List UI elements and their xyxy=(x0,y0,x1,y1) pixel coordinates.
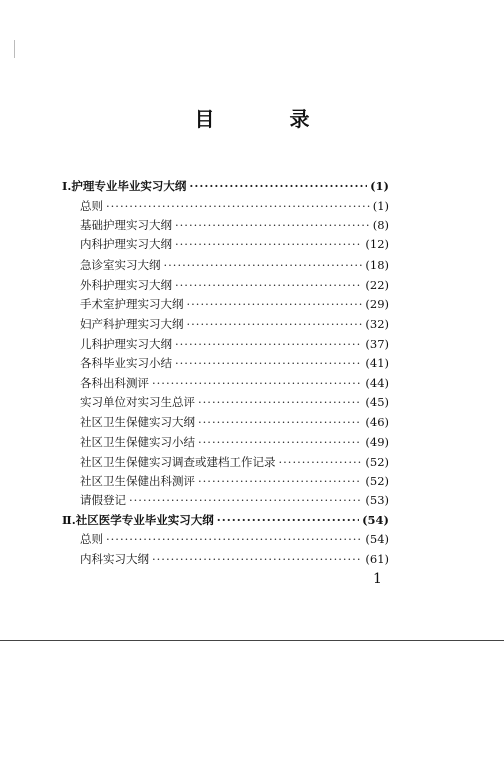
page-ref: (22) xyxy=(365,278,389,292)
dot-leader xyxy=(279,453,363,472)
page-ref: (46) xyxy=(365,415,389,429)
bottom-rule xyxy=(0,640,504,641)
entry-title: 基础护理实习大纲 xyxy=(80,218,172,232)
page-ref: (32) xyxy=(365,317,389,331)
entry-title: 儿科护理实习大纲 xyxy=(80,337,172,351)
dot-leader xyxy=(189,177,367,196)
page-ref: (52) xyxy=(365,455,389,469)
entry-title: 请假登记 xyxy=(80,493,126,507)
entry-title: 各科出科测评 xyxy=(80,376,149,390)
page-ref: (41) xyxy=(365,356,389,370)
dot-leader xyxy=(198,433,362,452)
entry-title: 实习单位对实习生总评 xyxy=(80,395,195,409)
toc-entry[interactable] xyxy=(80,256,389,275)
page-ref: (12) xyxy=(365,237,389,251)
dot-leader xyxy=(217,511,359,530)
page-ref: (29) xyxy=(365,297,389,311)
dot-leader xyxy=(198,472,362,491)
page-ref: (61) xyxy=(365,552,389,566)
page-ref: (49) xyxy=(365,435,389,449)
page-ref: (8) xyxy=(372,218,389,232)
page-ref: (44) xyxy=(365,376,389,390)
toc-entry[interactable] xyxy=(80,550,389,569)
toc-entry[interactable] xyxy=(80,472,389,491)
page-ref: (1) xyxy=(370,179,389,193)
page-ref: (45) xyxy=(365,395,389,409)
entry-title: 社区卫生保健实习大纲 xyxy=(80,415,195,429)
toc-entry[interactable] xyxy=(80,413,389,432)
toc-entry[interactable] xyxy=(80,295,389,314)
section-number: Ⅱ. xyxy=(62,513,76,527)
section-title: 社区医学专业毕业实习大纲 xyxy=(75,513,214,527)
toc-section-2[interactable] xyxy=(62,511,389,530)
toc-entry[interactable] xyxy=(80,197,389,216)
toc-entry[interactable] xyxy=(80,453,389,472)
page-ref: (54) xyxy=(362,513,389,527)
entry-title: 社区卫生保健出科测评 xyxy=(80,474,195,488)
toc-entry[interactable] xyxy=(80,315,389,334)
entry-title: 内科护理实习大纲 xyxy=(80,237,172,251)
toc-entry[interactable] xyxy=(80,433,389,452)
entry-title: 妇产科护理实习大纲 xyxy=(80,317,184,331)
toc-entry[interactable] xyxy=(80,374,389,393)
toc-entry[interactable] xyxy=(80,335,389,354)
page-ref: (1) xyxy=(372,199,389,213)
page-ref: (18) xyxy=(365,258,389,272)
page-title: 目 录 xyxy=(194,107,344,131)
toc-entry[interactable] xyxy=(80,276,389,295)
dot-leader xyxy=(175,354,362,373)
toc-entry[interactable] xyxy=(80,235,389,254)
page-ref: (52) xyxy=(365,474,389,488)
dot-leader xyxy=(106,530,362,549)
entry-title: 手术室护理实习大纲 xyxy=(80,297,184,311)
dot-leader xyxy=(187,295,363,314)
dot-leader xyxy=(164,256,363,275)
page-ref: (37) xyxy=(365,337,389,351)
dot-leader xyxy=(152,550,362,569)
dot-leader xyxy=(198,413,362,432)
scan-mark xyxy=(14,40,15,58)
entry-title: 总则 xyxy=(80,199,103,213)
toc-entry[interactable] xyxy=(80,393,389,412)
page-ref: (53) xyxy=(365,493,389,507)
dot-leader xyxy=(129,491,362,510)
entry-title: 社区卫生保健实习调查或建档工作记录 xyxy=(80,455,276,469)
entry-title: 外科护理实习大纲 xyxy=(80,278,172,292)
dot-leader xyxy=(152,374,362,393)
entry-title: 总则 xyxy=(80,532,103,546)
section-number: Ⅰ. xyxy=(62,179,72,193)
dot-leader xyxy=(187,315,363,334)
page-ref: (54) xyxy=(365,532,389,546)
dot-leader xyxy=(198,393,362,412)
toc-entry[interactable] xyxy=(80,530,389,549)
toc-section-1[interactable] xyxy=(62,177,389,196)
toc-entry[interactable] xyxy=(80,354,389,373)
dot-leader xyxy=(175,235,362,254)
entry-title: 社区卫生保健实习小结 xyxy=(80,435,195,449)
section-title: 护理专业毕业实习大纲 xyxy=(71,179,187,193)
dot-leader xyxy=(175,216,370,235)
page-number: 1 xyxy=(373,571,382,587)
dot-leader xyxy=(175,276,362,295)
dot-leader xyxy=(106,197,370,216)
dot-leader xyxy=(175,335,362,354)
entry-title: 各科毕业实习小结 xyxy=(80,356,172,370)
entry-title: 急诊室实习大纲 xyxy=(80,258,161,272)
entry-title: 内科实习大纲 xyxy=(80,552,149,566)
toc-entry[interactable] xyxy=(80,491,389,510)
toc-entry[interactable] xyxy=(80,216,389,235)
